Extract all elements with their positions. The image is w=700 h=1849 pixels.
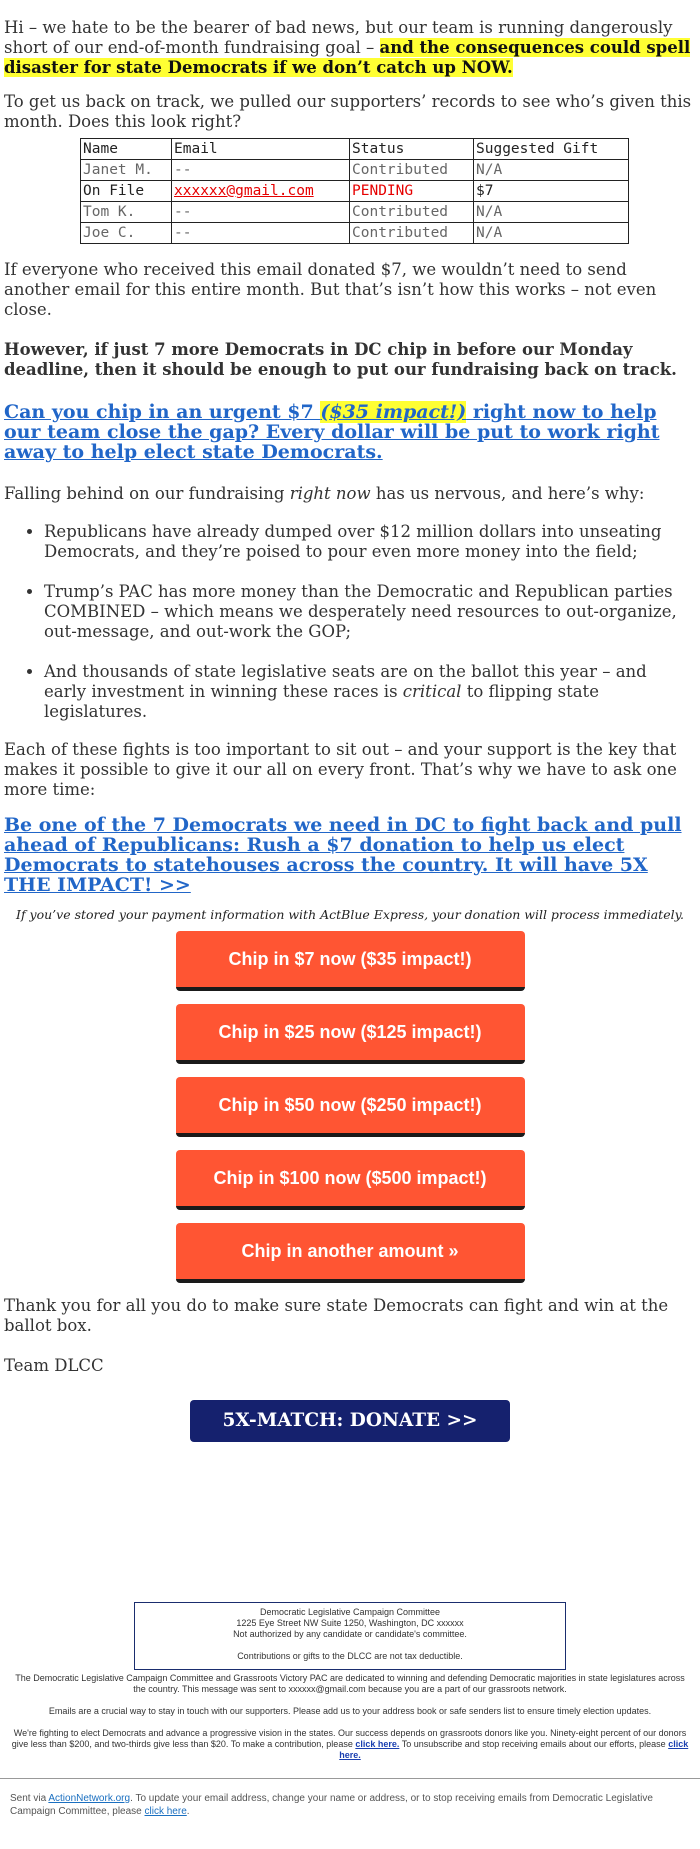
footer-tax: Contributions or gifts to the DLCC are not tax deductible. — [237, 1651, 463, 1661]
intro-highlight: and the consequences could spell disaster for state Democrats if we don’t catch up NOW. — [4, 38, 691, 77]
table-row-highlight — [81, 181, 629, 202]
footer-fighting-text: We're fighting to elect Democrats and advance a progressive vision in the states. Our success depends on grassroots donors like you. Ninety-eight percent of our donors give less than $200, and two-thirds give less than $20. To make a contribution, please — [11, 1728, 687, 1749]
donate-25-button[interactable]: Chip in $25 now ($125 impact!) — [176, 1004, 525, 1064]
list-item: • Trump’s PAC has more money than the Democratic and Republican parties COMBINED – which means we desperately need resources to out-organize, out-message, and out-work the GOP; — [44, 582, 696, 642]
sent-prefix: Sent via — [10, 1793, 49, 1804]
cta1-impact: ($35 impact!) — [320, 401, 467, 423]
reason-emphasis: critical — [402, 682, 462, 701]
cta1-after: right now to help our team close the gap? Every dollar will be put to work right away to help elect state Democrats. — [4, 401, 660, 463]
sent-via-footer — [10, 1792, 690, 1818]
table-cell: N/A — [474, 160, 629, 181]
donate-link-urgent[interactable] — [4, 402, 696, 462]
signoff: Team DLCC — [4, 1356, 104, 1375]
table-header-cell: Name — [81, 139, 172, 160]
footer-authorization: Not authorized by any candidate or candidate's committee. — [233, 1629, 467, 1639]
donate-50-button[interactable]: Chip in $50 now ($250 impact!) — [176, 1077, 525, 1137]
intro-paragraph — [4, 18, 696, 78]
list-item: • Republicans have already dumped over $12 million dollars into unseating Democrats, and they’re poised to pour even more money into the field; — [44, 522, 696, 562]
table-row — [81, 160, 629, 181]
donate-7-button[interactable]: Chip in $7 now ($35 impact!) — [176, 931, 525, 991]
sent-suffix: . — [186, 1806, 190, 1817]
reason-text-end: to flipping state legislatures. — [44, 682, 599, 721]
cta1-before: Can you chip in an urgent $7 — [4, 401, 321, 423]
reason-text: And thousands of state legislative seats are on the ballot this year – and early investment in winning these races is — [44, 662, 647, 701]
table-cell: Contributed — [350, 202, 474, 223]
table-cell: On File — [81, 181, 172, 202]
table-cell: Contributed — [350, 160, 474, 181]
update-preferences-link[interactable]: click here — [144, 1806, 187, 1817]
actblue-note: If you’ve stored your payment information with ActBlue Express, your donation will process immediately. — [16, 907, 684, 922]
table-row — [81, 202, 629, 223]
email-link[interactable]: xxxxxx@gmail.com — [174, 183, 314, 199]
footer-fighting — [8, 1728, 692, 1761]
falling-paragraph — [4, 484, 696, 504]
table-cell: -- — [172, 160, 350, 181]
table-cell: Tom K. — [81, 202, 172, 223]
footer-org: Democratic Legislative Campaign Committee — [259, 1607, 441, 1617]
sent-text: . To update your email address, change your name or address, or to stop receiving emails from Democratic Legislative Campaign Committee, please — [10, 1793, 653, 1817]
footer-emails: Emails are a crucial way to stay in touch with our supporters. Please add us to your address book or safe senders list to ensure timely election updates. — [48, 1706, 652, 1716]
footer-fighting-text-2: To unsubscribe and stop receiving emails about our efforts, please — [399, 1739, 669, 1749]
table-cell: N/A — [474, 202, 629, 223]
thanks-paragraph: Thank you for all you do to make sure state Democrats can fight and win at the ballot box. — [4, 1296, 669, 1335]
intro-text: Hi – we hate to be the bearer of bad news, but our team is running dangerously short of our end-of-month fundraising goal – — [4, 18, 673, 57]
table-cell: Joe C. — [81, 223, 172, 244]
table-header-cell: Suggested Gift — [474, 139, 629, 160]
track-paragraph: To get us back on track, we pulled our supporters’ records to see who’s given this month. Does this look right? — [4, 92, 692, 131]
match-donate-button[interactable]: 5X-MATCH: DONATE >> — [190, 1400, 510, 1442]
falling-text: Falling behind on our fundraising — [4, 484, 290, 503]
table-header-cell: Status — [350, 139, 474, 160]
falling-text-end: has us nervous, and here’s why: — [370, 484, 645, 503]
table-row — [81, 223, 629, 244]
falling-emphasis: right now — [289, 484, 371, 503]
table-header-row — [81, 139, 629, 160]
footer-address: 1225 Eye Street NW Suite 1250, Washington, DC xxxxxx — [236, 1618, 464, 1628]
supporter-records-table — [80, 138, 629, 244]
donate-100-button[interactable]: Chip in $100 now ($500 impact!) — [176, 1150, 525, 1210]
table-cell: -- — [172, 202, 350, 223]
table-cell: Janet M. — [81, 160, 172, 181]
each-paragraph: Each of these fights is too important to sit out – and your support is the key that makes it possible to give it our all on every front. That’s why we have to ask one more time: — [4, 740, 677, 799]
footer-spacer — [135, 1640, 565, 1651]
actionnetwork-link[interactable]: ActionNetwork.org — [48, 1793, 131, 1804]
list-item — [44, 662, 696, 722]
unsubscribe-link[interactable]: click here. — [339, 1739, 689, 1760]
table-cell: Contributed — [350, 223, 474, 244]
table-cell: N/A — [474, 223, 629, 244]
status-pending: PENDING — [350, 181, 474, 202]
footer-disclaimer-box — [134, 1602, 566, 1670]
table-cell-email — [172, 181, 350, 202]
footer-divider — [0, 1778, 700, 1779]
contribute-link[interactable]: click here. — [355, 1739, 400, 1749]
however-paragraph: However, if just 7 more Democrats in DC chip in before our Monday deadline, then it should be enough to put our fundraising back on track. — [4, 340, 677, 379]
table-cell: $7 — [474, 181, 629, 202]
footer-dedicated: The Democratic Legislative Campaign Committee and Grassroots Victory PAC are dedicated to winning and defending Democratic majorities in state legislatures across the country. This message was sent to xxxxxx@gmail.com because you are a part of our grassroots network. — [15, 1673, 685, 1694]
donate-other-amount-button[interactable]: Chip in another amount » — [176, 1223, 525, 1283]
donate-link-rush[interactable]: Be one of the 7 Democrats we need in DC to fight back and pull ahead of Republicans: Rush a $7 donation to help us elect Democrats to statehouses across the country. It will have 5X THE IMPACT! >> — [4, 814, 682, 896]
table-cell: -- — [172, 223, 350, 244]
everyone-paragraph: If everyone who received this email donated $7, we wouldn’t need to send another email for this entire month. But that’s isn’t how this works – not even close. — [4, 260, 657, 319]
reasons-list — [4, 522, 696, 722]
table-header-cell: Email — [172, 139, 350, 160]
